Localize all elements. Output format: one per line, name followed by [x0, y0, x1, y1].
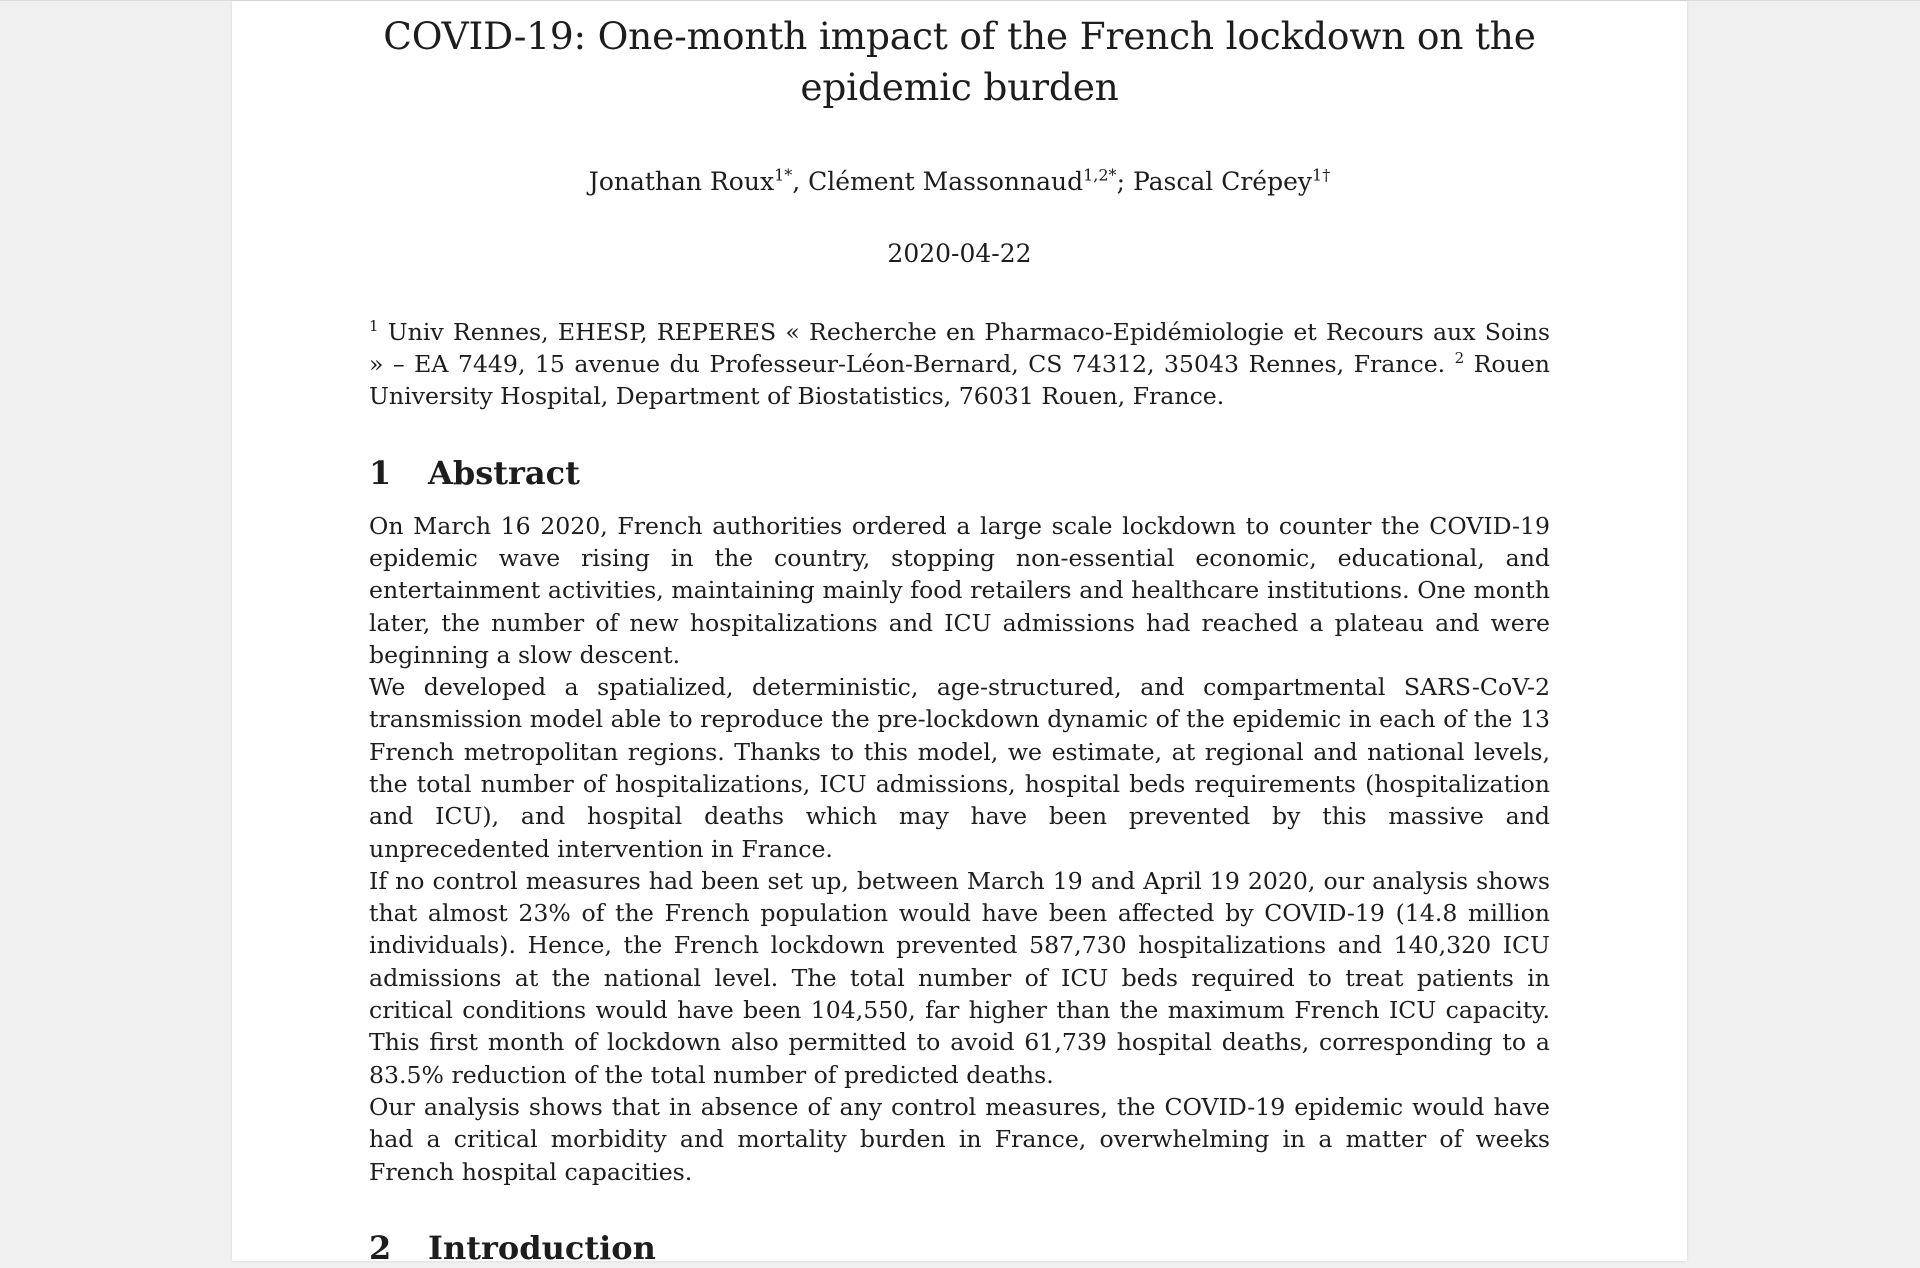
section-title: Introduction — [428, 1228, 656, 1267]
abstract-paragraph: On March 16 2020, French authorities ordered a large scale lockdown to counter the COVID-19 epidemic wave rising in the country, stopping non-essential economic, educational, and entertainment activities, maintaining mainly food retailers and healthcare institutions. One month later, the number of new hospitalizations and ICU admissions had reached a plateau and were beginning a slow descent. — [369, 511, 1550, 669]
page-content — [369, 11, 1550, 1267]
section-heading-cutoff — [369, 1228, 656, 1267]
section-heading-introduction — [369, 1228, 1550, 1267]
affiliations — [369, 316, 1550, 413]
abstract-body — [369, 510, 1550, 1188]
author-affiliation-mark: 1,2* — [1083, 165, 1117, 185]
author-name: Jonathan Roux — [588, 167, 775, 196]
author-separator: ; — [1116, 167, 1133, 196]
section-number: 2 — [369, 1228, 392, 1267]
affiliation-text: Univ Rennes, EHESP, REPERES « Recherche en Pharmaco-Epidémiologie et Recours aux Soins » – EA 7449, 15 avenue du Professeur-Léon-Bernard, CS 74312, 35043 Rennes, France. — [369, 318, 1550, 379]
abstract-paragraph: Our analysis shows that in absence of any control measures, the COVID-19 epidemic would have had a critical morbidity and mortality burden in France, overwhelming in a matter of weeks French hospital capacities. — [369, 1092, 1550, 1186]
author-separator: , — [792, 167, 809, 196]
affiliation-text: Rouen University Hospital, Department of Biostatistics, 76031 Rouen, France. — [369, 350, 1550, 411]
affiliation-mark: 2 — [1454, 349, 1465, 368]
paper-title: COVID-19: One-month impact of the French lockdown on the epidemic burden — [383, 14, 1536, 109]
affiliation-mark: 1 — [369, 317, 379, 336]
publication-date: 2020-04-22 — [887, 239, 1032, 268]
author-name: Clément Massonnaud — [808, 167, 1084, 196]
author-list — [369, 167, 1550, 197]
author-affiliation-mark: 1* — [774, 165, 793, 185]
pdf-page — [232, 1, 1687, 1267]
section-title: Abstract — [428, 453, 580, 492]
section-number: 1 — [369, 453, 392, 492]
abstract-paragraph: We developed a spatialized, deterministic, age-structured, and compartmental SARS-CoV-2 transmission model able to reproduce the pre-lockdown dynamic of the epidemic in each of the 13 French metropolitan regions. Thanks to this model, we estimate, at regional and national levels, the total number of hospitalizations, ICU admissions, hospital beds requirements (hospitalization and ICU), and hospital deaths which may have been prevented by this massive and unprecedented intervention in France. — [369, 673, 1550, 863]
author-affiliation-mark: 1† — [1312, 165, 1331, 185]
section-heading-abstract — [369, 453, 1550, 493]
abstract-paragraph: If no control measures had been set up, between March 19 and April 19 2020, our analysis shows that almost 23% of the French population would have been affected by COVID-19 (14.8 million individuals). Hence, the French lockdown prevented 587,730 hospitalizations and 140,320 ICU admissions at the national level. The total number of ICU beds required to treat patients in critical conditions would have been 104,550, far higher than the maximum French ICU capacity. This first month of lockdown also permitted to avoid 61,739 hospital deaths, corresponding to a 83.5% reduction of the total number of predicted deaths. — [369, 866, 1550, 1089]
author-name: Pascal Crépey — [1132, 167, 1313, 196]
